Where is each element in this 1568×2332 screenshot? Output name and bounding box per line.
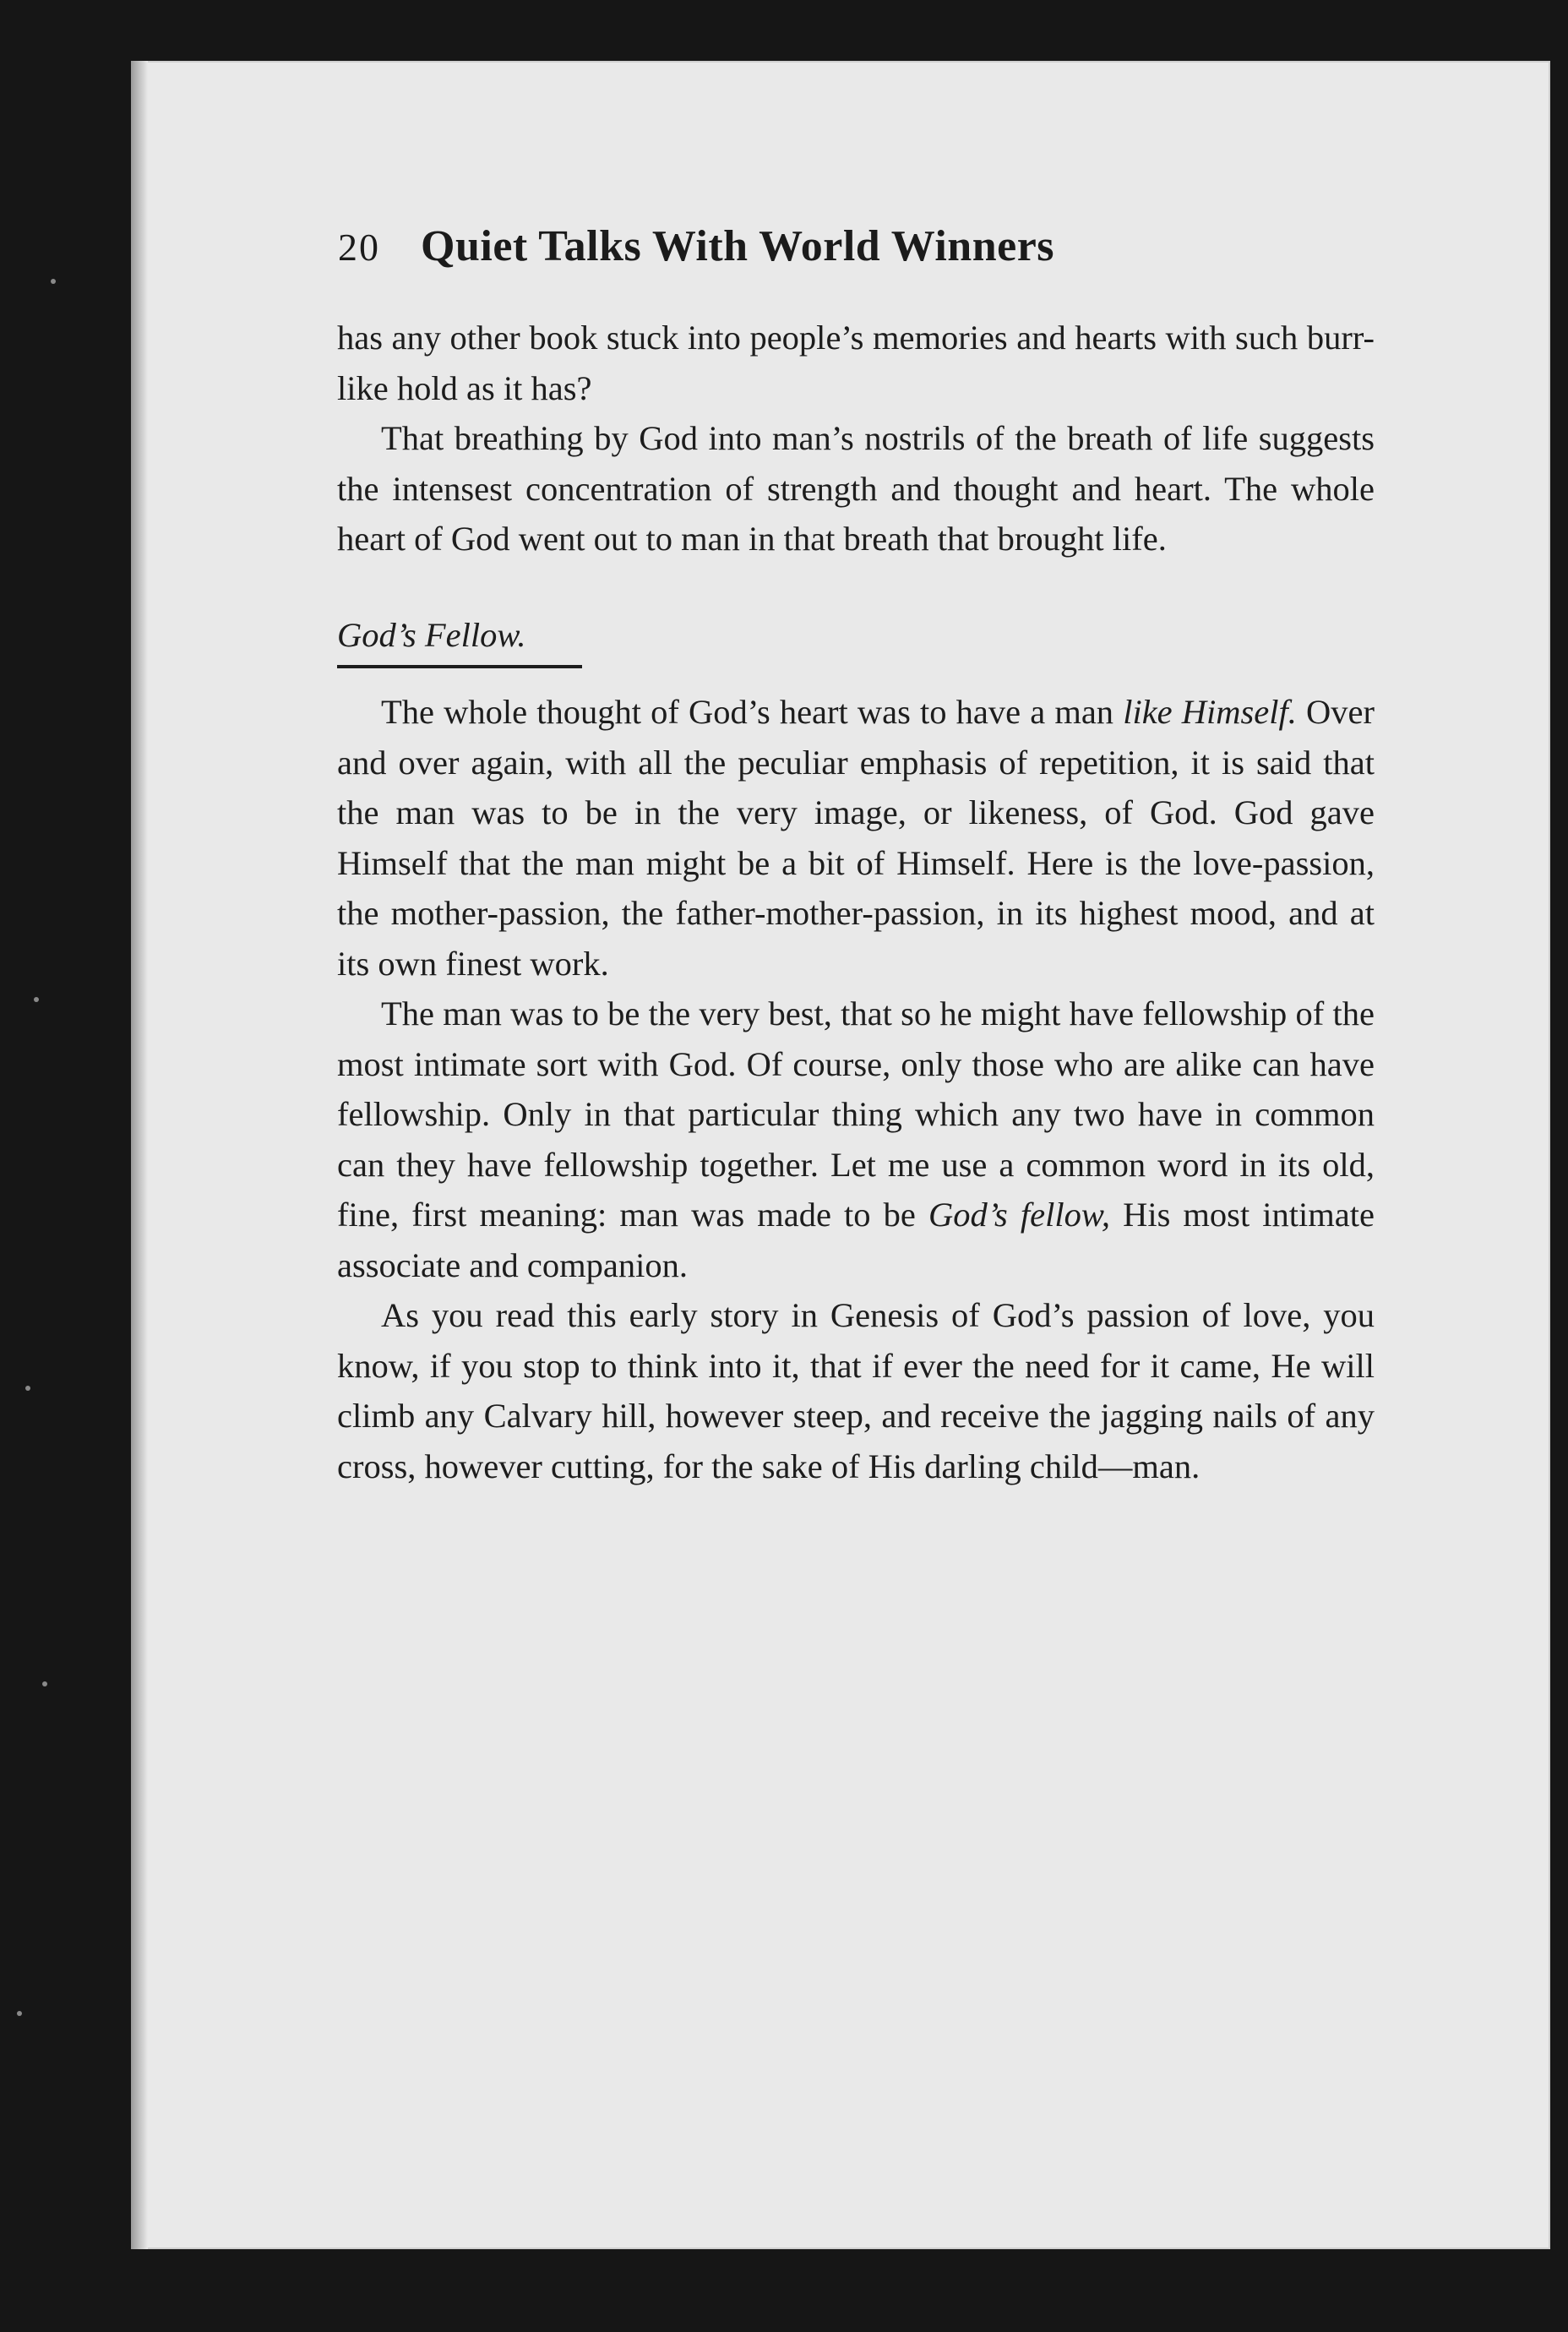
paragraph-text: Over and over again, with all the peculiar emphasis of repetition, it is said that the man was to be in the very image, or likeness, of God. God gave Himself that the man might be a bit of Himself. Here is the love-passion, the mother-passion, the father-mother-passion, in its highest mood, and at its own finest work. — [337, 693, 1375, 983]
scan-speck — [42, 1681, 47, 1686]
book-title: Quiet Talks With World Winners — [421, 222, 1055, 270]
paragraph-text: The whole thought of God’s heart was to have a man — [381, 693, 1124, 731]
paragraph-calvary: As you read this early story in Genesis of God’s passion of love, you know, if you stop to think into it, that if ever the need for it came, He will climb any Calvary hill, however steep, and receive the jagging nails of any cross, however cutting, for the sake of His darling child—man. — [337, 1296, 1375, 1485]
emphasis-text: God’s fellow, — [928, 1196, 1110, 1234]
paragraph-continued: has any other book stuck into people’s memories and hearts with such burr-like hold as it has? — [337, 319, 1375, 407]
section-heading: God’s Fellow. — [337, 615, 526, 654]
paragraph-fellowship — [337, 989, 1375, 1290]
running-head — [338, 221, 1377, 299]
paragraph-text: The man was to be the very best, that so he might have fellowship of the most intimate sort with God. Of course, only those who are alike can have fellowship. Only in that particular thing which any two have in common can they have fellowship together. Let me use a common word in its old, fine, first meaning: man was made to be — [337, 994, 1375, 1234]
scan-speck — [34, 997, 39, 1002]
scan-specks — [0, 0, 131, 2332]
page-number: 20 — [338, 226, 380, 269]
paragraph-breath-of-life: That breathing by God into man’s nostrils of the breath of life suggests the intensest concentration of strength and thought and heart. The whole heart of God went out to man in that breath that brought life. — [337, 419, 1375, 558]
section-heading-rule — [337, 665, 582, 668]
emphasis-text: like Himself. — [1123, 693, 1297, 731]
body-text — [337, 313, 1375, 1491]
scan-speck — [51, 279, 56, 284]
scan-speck — [25, 1386, 30, 1391]
paragraph-like-himself — [337, 687, 1375, 989]
scan-speck — [17, 2011, 22, 2016]
paragraph-text: His most intimate associate and companion. — [337, 1196, 1375, 1284]
